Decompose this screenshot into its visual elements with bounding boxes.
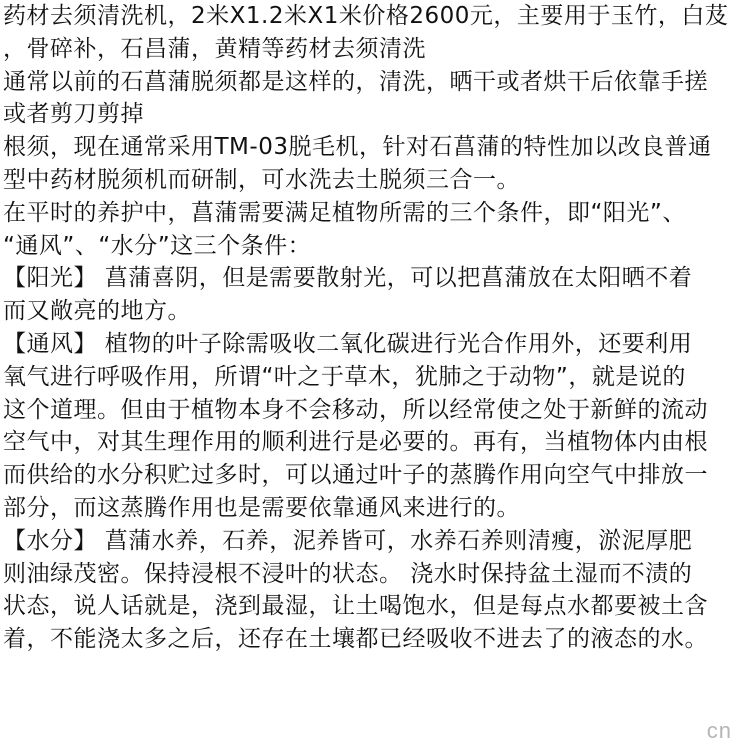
text-line: 而供给的水分积贮过多时，可以通过叶子的蒸腾作用向空气中排放一	[3, 462, 708, 489]
text-line: 【水分】 菖蒲水养，石养，泥养皆可，水养石养则清瘦，淤泥厚肥	[3, 527, 693, 554]
watermark: cn	[706, 718, 732, 743]
text-line: ，骨碎补，石昌蒲，黄精等药材去须清洗	[3, 35, 426, 62]
text-line: 部分，而这蒸腾作用也是需要依靠通风来进行的。	[3, 494, 520, 521]
text-line: 这个道理。但由于植物本身不会移动，所以经常使之处于新鲜的流动	[3, 396, 708, 423]
text-line: 空气中，对其生理作用的顺利进行是必要的。再有，当植物体内由根	[3, 429, 708, 456]
text-line: 【阳光】 菖蒲喜阴，但是需要散射光，可以把菖蒲放在太阳晒不着	[3, 265, 693, 292]
text-line: 状态，说人话就是，浇到最湿，让土喝饱水，但是每点水都要被土含	[3, 593, 708, 620]
document-body	[3, 0, 747, 656]
text-line: 而又敞亮的地方。	[3, 298, 191, 325]
text-line: 药材去须清洗机，2米X1.2米X1米价格2600元，主要用于玉竹，白芨	[3, 3, 729, 29]
text-line: 氧气进行呼吸作用，所谓“叶之于草木，犹肺之于动物”，就是说的	[3, 363, 686, 390]
text-line: 着，不能浇太多之后，还存在土壤都已经吸收不进去了的液态的水。	[3, 626, 708, 653]
text-line: 通常以前的石菖蒲脱须都是这样的，清洗，晒干或者烘干后依靠手搓	[3, 68, 708, 95]
text-line: 【通风】 植物的叶子除需吸收二氧化碳进行光合作用外，还要利用	[3, 330, 693, 357]
text-line: 型中药材脱须机而研制，可水洗去土脱须三合一。	[3, 166, 520, 193]
text-line: 在平时的养护中，菖蒲需要满足植物所需的三个条件，即“阳光”、	[3, 199, 686, 226]
text-line: 或者剪刀剪掉	[3, 101, 144, 128]
text-line: “通风”、“水分”这三个条件：	[3, 232, 312, 259]
text-line: 根须，现在通常采用TM-03脱毛机，针对石菖蒲的特性加以改良普通	[3, 134, 712, 161]
text-line: 则油绿茂密。保持浸根不浸叶的状态。 浇水时保持盆土湿而不渍的	[3, 560, 693, 587]
